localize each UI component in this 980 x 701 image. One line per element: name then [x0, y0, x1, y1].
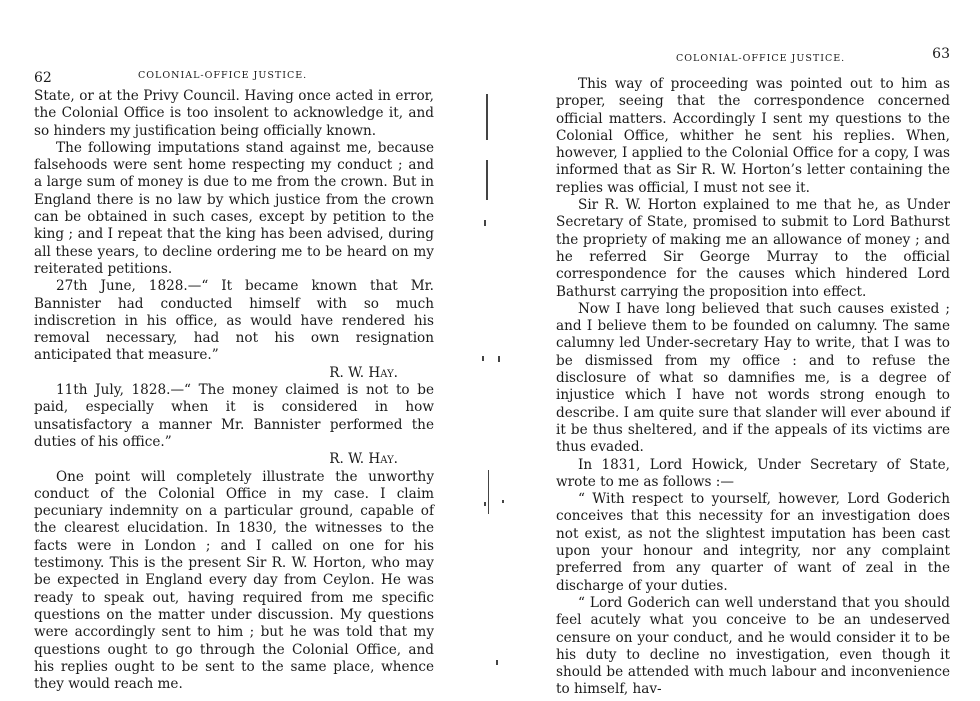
right-running-head: [556, 46, 950, 68]
book-gutter: [486, 60, 516, 700]
paragraph: State, or at the Privy Council. Having once acted in error, the Colonial Office is too insolent to acknowledge it, and so hinders my justification being officially known.: [34, 88, 434, 139]
left-running-head: [34, 64, 434, 86]
signature: R. W. Hay.: [329, 364, 398, 381]
paragraph: The following imputations stand against me, because falsehoods were sent home respecting my conduct ; and a large sum of money is due to me from the crown. But in England there is no law by which justice from the crown can be obtained in such cases, except by petition to the king ; and I repeat that the king has been advised, during all these years, to decline ordering me to be heard on my reiterated petitions.: [34, 139, 434, 277]
left-page: [0, 0, 470, 693]
signature: R. W. Hay.: [329, 451, 398, 468]
paragraph: “ Lord Goderich can well understand that you should feel acutely what you conceive to be an undeserved censure on your conduct, and he would consider it to be his duty to decline no investigation, even though it should be attended with much labour and inconvenience to himself, hav-: [556, 594, 950, 698]
paragraph: 11th July, 1828.—“ The money claimed is not to be paid, especially when it is considered in how unsatisfactory a manner Mr. Bannister performed the duties of his office.”: [34, 382, 434, 450]
paragraph: One point will completely illustrate the unworthy conduct of the Colonial Office in my case. I claim pecuniary indemnity on a particular ground, capable of the clearest elucidation. In 1830, the witnesses to the facts were in London ; and I called on one for his testimony. This is the present Sir R. W. Horton, who may be expected in England every day from Ceylon. He was ready to speak out, having required from me specific questions on the matter under discussion. My questions were accordingly sent to him ; but he was told that my questions ought to go through the Colonial Office, and his replies ought to be sent to the same place, whence they would reach me.: [34, 468, 434, 693]
right-running-title: COLONIAL-OFFICE JUSTICE.: [676, 53, 846, 64]
right-page-number: 63: [932, 46, 950, 62]
left-body-text: [34, 88, 434, 693]
paragraph: Now I have long believed that such causes existed ; and I believe them to be founded on calumny. The same calumny led Under-secretary Hay to write, that I was to be dismissed from my office : and to refuse the disclosure of what so damnifies me, is a degree of injustice which I have not words strong enough to describe. I am quite sure that slander will ever abound if it be thus sheltered, and if the appeals of its victims are thus evaded.: [556, 300, 950, 456]
right-page: [528, 0, 980, 699]
paragraph: Sir R. W. Horton explained to me that he, as Under Secretary of State, promised to submit to Lord Bathurst the propriety of making me an allowance of money ; and he referred Sir George Murray to the official correspondence for the causes which hindered Lord Bathurst carrying the proposition into effect.: [556, 197, 950, 300]
paragraph: In 1831, Lord Howick, Under Secretary of State, wrote to me as follows :—: [556, 456, 950, 490]
left-page-number: 62: [34, 70, 52, 86]
paragraph: 27th June, 1828.—“ It became known that Mr. Bannister had conducted himself with so much indiscretion in his office, as would have rendered his removal necessary, had not his own resignation anticipated that measure.”: [34, 278, 434, 364]
right-body-text: [556, 76, 950, 699]
paragraph: “ With respect to yourself, however, Lord Goderich conceives that this necessity for an investigation does not exist, as not the slightest imputation has been cast upon your honour and integrity, nor any complaint preferred from any quarter of want of zeal in the discharge of your duties.: [556, 491, 950, 594]
left-running-title: COLONIAL-OFFICE JUSTICE.: [138, 70, 308, 81]
paragraph: This way of proceeding was pointed out to him as proper, seeing that the correspondence concerned official matters. Accordingly I sent my questions to the Colonial Office, whither he sent his replies. When, however, I applied to the Colonial Office for a copy, I was informed that as Sir R. W. Horton’s letter containing the replies was official, I must not see it.: [556, 76, 950, 196]
